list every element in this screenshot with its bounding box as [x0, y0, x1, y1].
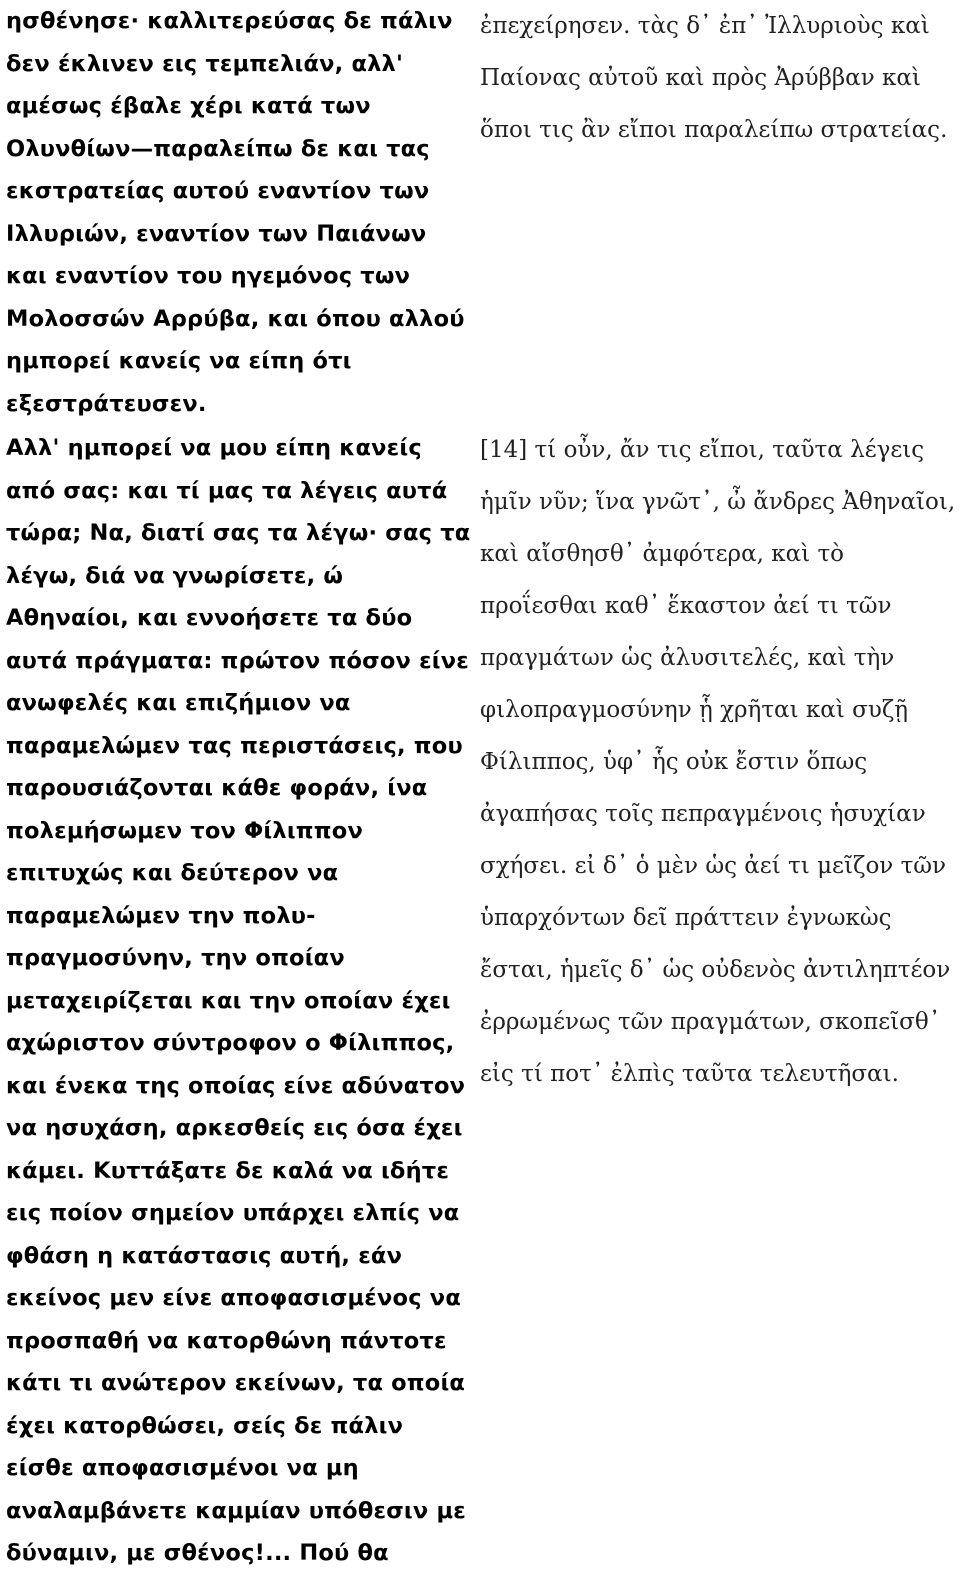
text-line: Παίονας αὐτοῦ καὶ πρὸς Ἀρύββαν καὶ	[480, 65, 921, 91]
text-line: Ολυνθίων—παραλείπω δε και τας	[6, 135, 430, 162]
text-line: Αλλ' ημπορεί να μου είπη κανείς	[6, 435, 422, 461]
text-line: πραγμοσύνην, την οποίαν	[6, 945, 345, 971]
text-line: παραμελώμεν την πολυ-	[6, 902, 316, 929]
text-line: από σας: και τί μας τα λέγεις αυτά	[6, 477, 448, 504]
text-line: εκείνος μεν είνε αποφασισμένος να	[6, 1285, 461, 1311]
text-line: δύναμιν, με σθένος!... Πού θα	[6, 1540, 389, 1566]
text-line: ὅποι τις ἂν εἴποι παραλείπω στρατείας.	[480, 117, 948, 143]
text-line: πραγμάτων ὡς ἀλυσιτελές, καὶ τὴν	[480, 645, 895, 671]
text-line: εἰς τί ποτ᾽ ἐλπὶς ταῦτα τελευτῆσαι.	[480, 1061, 899, 1087]
text-line: λέγω, διά να γνωρίσετε, ώ	[6, 562, 344, 589]
text-line: δεν έκλινεν εις τεμπελιάν, αλλ'	[6, 50, 404, 77]
text-line: παρουσιάζονται κάθε φοράν, ίνα	[6, 775, 428, 801]
text-line: εκστρατείας αυτού εναντίον των	[6, 178, 430, 204]
text-line: ανωφελές και επιζήμιον να	[6, 690, 351, 716]
text-line: Αθηναίοι, και εννοήσετε τα δύο	[6, 605, 413, 631]
text-line: ἀγαπήσας τοῖς πεπραγμένοις ἡσυχίαν	[480, 801, 926, 827]
text-line: τώρα; Να, διατί σας τα λέγω· σας τα	[6, 520, 471, 546]
text-line: προσπαθή να κατορθώνη πάντοτε	[6, 1327, 447, 1354]
text-line: προΐεσθαι καθ᾽ ἕκαστον ἀεί τι τῶν	[480, 593, 892, 619]
text-line: φιλοπραγμοσύνην ᾗ χρῆται καὶ συζῇ	[480, 697, 909, 723]
ancient-greek-paragraph-1	[480, 0, 947, 156]
text-line: αυτά πράγματα: πρώτον πόσον είνε	[6, 647, 470, 674]
text-line: αναλαμβάνετε καμμίαν υπόθεσιν με	[6, 1497, 466, 1524]
text-line: να ησυχάση, αρκεσθείς εις όσα έχει	[6, 1115, 463, 1141]
text-line: ἡμῖν νῦν; ἵνα γνῶτ᾽, ὦ ἄνδρες Ἀθηναῖοι,	[480, 489, 956, 515]
text-line: παραμελώμεν τας περιστάσεις, που	[6, 732, 463, 759]
text-line: πολεμήσωμεν τον Φίλιππον	[6, 817, 363, 844]
text-line: ησθένησε· καλλιτερεύσας δε πάλιν	[6, 8, 453, 34]
modern-greek-paragraph-1	[6, 0, 465, 425]
text-line: καὶ αἴσθησθ᾽ ἀμφότερα, καὶ τὸ	[480, 541, 845, 567]
text-line: ἐπεχείρησεν. τὰς δ᾽ ἐπ᾽ Ἰλλυριοὺς καὶ	[480, 13, 930, 39]
text-line: κάτι τι ανώτερον εκείνων, τα οποία	[6, 1370, 466, 1396]
text-line: ἐρρωμένως τῶν πραγμάτων, σκοπεῖσθ᾽	[480, 1009, 941, 1035]
text-line: αχώριστον σύντροφον ο Φίλιππος,	[6, 1030, 455, 1056]
text-line: είσθε αποφασισμένοι να μη	[6, 1455, 359, 1481]
text-line: φθάση η κατάστασις αυτή, εάν	[6, 1242, 403, 1269]
text-line: ὑπαρχόντων δεῖ πράττειν ἐγνωκὼς	[480, 905, 892, 931]
text-line: έχει κατορθώσει, σείς δε πάλιν	[6, 1412, 404, 1439]
text-line: σχήσει. εἰ δ᾽ ὁ μὲν ὡς ἀεί τι μεῖζον τῶν	[480, 853, 947, 879]
text-line: επιτυχώς και δεύτερον να	[6, 860, 339, 886]
text-line: [14] τί οὖν, ἄν τις εἴποι, ταῦτα λέγεις	[480, 437, 925, 463]
text-line: και εναντίον του ηγεμόνος των	[6, 263, 411, 289]
ancient-greek-paragraph-2	[480, 424, 955, 1100]
text-line: κάμει. Κυττάξατε δε καλά να ιδήτε	[6, 1157, 450, 1184]
modern-greek-paragraph-2	[6, 427, 470, 1575]
text-line: αμέσως έβαλε χέρι κατά των	[6, 93, 371, 119]
text-line: Μολοσσών Αρρύβα, και όπου αλλού	[6, 305, 465, 332]
text-line: ημπορεί κανείς να είπη ότι	[6, 348, 352, 374]
text-line: Ιλλυριών, εναντίον των Παιάνων	[6, 220, 427, 247]
text-line: μεταχειρίζεται και την οποίαν έχει	[6, 987, 451, 1014]
text-line: εις ποίον σημείον υπάρχει ελπίς να	[6, 1200, 460, 1226]
text-line: ἔσται, ἡμεῖς δ᾽ ὡς οὐδενὸς ἀντιληπτέον	[480, 957, 951, 983]
text-line: Φίλιππος, ὑφ᾽ ἧς οὐκ ἔστιν ὅπως	[480, 749, 868, 775]
text-line: και ένεκα της οποίας είνε αδύνατον	[6, 1072, 466, 1099]
text-line: εξεστράτευσεν.	[6, 390, 207, 417]
